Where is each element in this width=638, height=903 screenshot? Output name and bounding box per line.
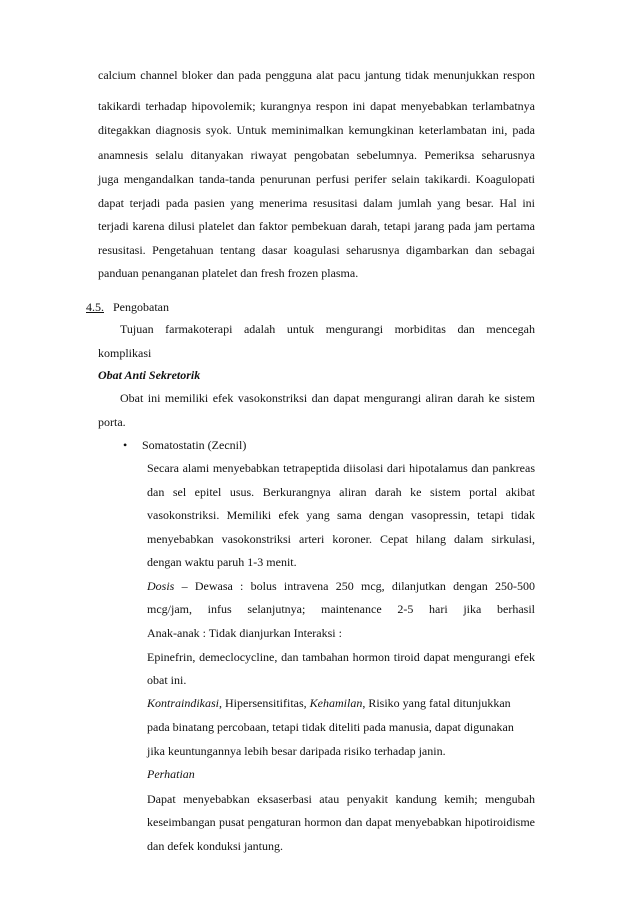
paragraph-line: takikardi terhadap hipovolemik; kurangnya respon ini dapat menyebabkan terlambatnya [98, 99, 535, 113]
dosis-label: Dosis [147, 579, 175, 593]
dosis-text: – Dewasa : bolus intravena 250 mcg, dilanjutkan dengan 250-500 [181, 579, 536, 593]
paragraph-line: dapat terjadi pada pasien yang menerima resusitasi dalam jumlah yang besar. Hal ini [98, 196, 535, 210]
section-intro-line: komplikasi [98, 346, 152, 360]
subintro-line: porta. [98, 415, 126, 429]
dosis-line: Anak-anak : Tidak dianjurkan Interaksi : [147, 626, 342, 640]
kehamilan-label: Kehamilan [309, 696, 363, 710]
interaksi-line: obat ini. [147, 673, 187, 687]
description-line: menyebabkan vasokonstriksi arteri koroner. Cepat hilang dalam sirkulasi, [147, 532, 535, 546]
perhatian-line: dan defek konduksi jantung. [147, 839, 283, 853]
paragraph-line: calcium channel bloker dan pada pengguna alat pacu jantung tidak menunjukkan respon [98, 68, 535, 82]
paragraph-line: resusitasi. Pengetahuan tentang dasar koagulasi seharusnya digambarkan dan sebagai [98, 243, 535, 257]
dosis-line: mcg/jam, infus selanjutnya; maintenance 2-5 hari jika berhasil [147, 602, 535, 616]
perhatian-label: Perhatian [147, 767, 195, 781]
paragraph-line: panduan penanganan platelet dan fresh frozen plasma. [98, 266, 359, 280]
kontraindikasi-line: jika keuntungannya lebih besar daripada risiko terhadap janin. [147, 744, 446, 758]
section-title: Pengobatan [113, 300, 169, 314]
bullet-title: Somatostatin (Zecnil) [142, 438, 247, 452]
section-number: 4.5. [86, 300, 104, 314]
paragraph-line: terjadi karena dilusi platelet dan faktor pembekuan darah, tetapi jarang pada jam pertama [98, 219, 535, 233]
subheading: Obat Anti Sekretorik [98, 368, 201, 382]
kehamilan-text: , Risiko yang fatal ditunjukkan [362, 696, 511, 710]
perhatian-line: keseimbangan pusat pengaturan hormon dan dapat menyebabkan hipotiroidisme [147, 815, 535, 829]
section-heading [86, 300, 169, 314]
bullet-icon: • [123, 438, 128, 452]
dosis-line [147, 579, 535, 593]
kontraindikasi-label: Kontraindikasi [147, 696, 220, 710]
kontraindikasi-line: pada binatang percobaan, tetapi tidak diteliti pada manusia, dapat digunakan [147, 720, 514, 734]
paragraph-line: juga mengandalkan tanda-tanda penurunan perfusi perifer selain takikardi. Koagulopati [98, 172, 535, 186]
description-line: dan sel epitel usus. Berkurangnya aliran darah ke sistem portal akibat [147, 485, 535, 499]
subintro-line: Obat ini memiliki efek vasokonstriksi dan dapat mengurangi aliran darah ke sistem [120, 391, 535, 405]
perhatian-line: Dapat menyebabkan eksaserbasi atau penyakit kandung kemih; mengubah [147, 792, 535, 806]
section-intro-line: Tujuan farmakoterapi adalah untuk mengurangi morbiditas dan mencegah [120, 322, 535, 336]
kontraindikasi-line [147, 696, 535, 710]
paragraph-line: anamnesis selalu ditanyakan riwayat pengobatan sebelumnya. Pemeriksa seharusnya [98, 148, 535, 162]
kontraindikasi-text: , Hipersensitifitas, [219, 696, 310, 710]
description-line: Secara alami menyebabkan tetrapeptida diisolasi dari hipotalamus dan pankreas [147, 461, 535, 475]
description-line: vasokonstriksi. Memiliki efek yang sama dengan vasopressin, tetapi tidak [147, 508, 535, 522]
description-line: dengan waktu paruh 1-3 menit. [147, 555, 297, 569]
interaksi-line: Epinefrin, demeclocycline, dan tambahan hormon tiroid dapat mengurangi efek [147, 650, 535, 664]
paragraph-line: ditegakkan diagnosis syok. Untuk meminimalkan kemungkinan keterlambatan ini, pada [98, 123, 535, 137]
